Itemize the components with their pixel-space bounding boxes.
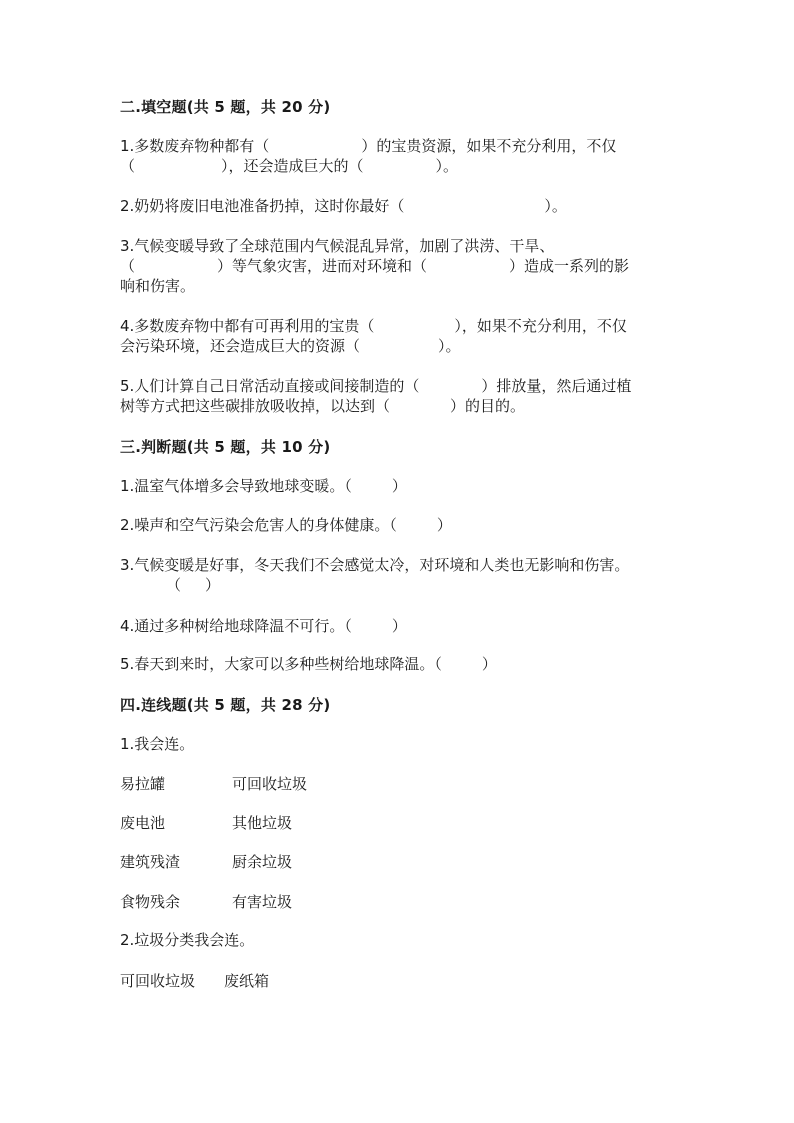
text: ）。 xyxy=(544,197,567,215)
match-q1-right-item: 其他垃圾 xyxy=(232,814,293,832)
text: （ xyxy=(120,257,136,275)
fill-q4-line2 xyxy=(120,336,461,356)
section-title-judge: 三.判断题(共 5 题，共 10 分) xyxy=(120,438,331,456)
text: ）的宝贵资源，如果不充分利用，不仅 xyxy=(361,137,617,155)
match-q1-right-item: 可回收垃圾 xyxy=(232,775,308,793)
text: 会污染环境，还会造成巨大的资源（ xyxy=(120,337,361,355)
match-q1-left-item: 废电池 xyxy=(120,814,166,832)
match-q2-left-item: 可回收垃圾 xyxy=(120,972,196,990)
text: ），还会造成巨大的（ xyxy=(221,157,364,175)
judge-q2 xyxy=(120,515,452,535)
fill-q2 xyxy=(120,196,567,216)
judge-q3-line1: 3.气候变暖是好事，冬天我们不会感觉太冷，对环境和人类也无影响和伤害。 xyxy=(120,556,630,574)
text: ），如果不充分利用，不仅 xyxy=(454,317,627,335)
text: 5.人们计算自己日常活动直接或间接制造的（ xyxy=(120,377,420,395)
judge-q3-line2 xyxy=(166,575,220,595)
match-q1-left-item: 建筑残渣 xyxy=(120,853,181,871)
text: （ xyxy=(120,157,136,175)
fill-q4-line1 xyxy=(120,316,627,336)
text: 4.通过多种树给地球降温不可行。（ xyxy=(120,617,352,635)
fill-q5-line1 xyxy=(120,376,631,396)
match-q2-right-item: 废纸箱 xyxy=(224,972,270,990)
text: 4.多数废弃物中都有可再利用的宝贵（ xyxy=(120,317,375,335)
match-q1-right-item: 厨余垃圾 xyxy=(232,853,293,871)
text: 1.多数废弃物种都有（ xyxy=(120,137,270,155)
text: ） xyxy=(436,516,452,534)
text: 5.春天到来时，大家可以多种些树给地球降温。（ xyxy=(120,655,442,673)
text: ）等气象灾害，进而对环境和（ xyxy=(217,257,428,275)
judge-q1 xyxy=(120,476,407,496)
text: ） xyxy=(481,655,497,673)
match-q1-label: 1.我会连。 xyxy=(120,735,195,753)
judge-q5 xyxy=(120,654,497,674)
judge-q4 xyxy=(120,616,407,636)
text: 2.噪声和空气污染会危害人的身体健康。（ xyxy=(120,516,397,534)
match-q2-label: 2.垃圾分类我会连。 xyxy=(120,931,255,949)
text: ）。 xyxy=(435,157,459,175)
text: ） xyxy=(391,617,407,635)
fill-q1-line2 xyxy=(120,156,458,176)
text: ）造成一系列的影 xyxy=(509,257,630,275)
fill-q5-line2 xyxy=(120,396,525,416)
match-q1-left-item: 易拉罐 xyxy=(120,775,166,793)
text: ）。 xyxy=(438,337,461,355)
text: 1.温室气体增多会导致地球变暖。（ xyxy=(120,477,352,495)
fill-q3-line3: 响和伤害。 xyxy=(120,277,196,295)
fill-q3-line1: 3.气候变暖导致了全球范围内气候混乱异常，加剧了洪涝、干旱、 xyxy=(120,237,555,255)
text: ） xyxy=(391,477,407,495)
section-title-fill: 二.填空题(共 5 题，共 20 分) xyxy=(120,98,331,116)
text: 2.奶奶将废旧电池准备扔掉，这时你最好（ xyxy=(120,197,405,215)
text: ）的目的。 xyxy=(450,397,526,415)
text: ） xyxy=(205,576,221,594)
match-q1-left-item: 食物残余 xyxy=(120,893,181,911)
section-title-match: 四.连线题(共 5 题，共 28 分) xyxy=(120,696,331,714)
fill-q1-line1 xyxy=(120,136,616,156)
fill-q3-line2 xyxy=(120,256,629,276)
text: 树等方式把这些碳排放吸收掉，以达到（ xyxy=(120,397,391,415)
text: （ xyxy=(166,576,182,594)
match-q1-right-item: 有害垃圾 xyxy=(232,893,293,911)
text: ）排放量，然后通过植 xyxy=(481,377,632,395)
